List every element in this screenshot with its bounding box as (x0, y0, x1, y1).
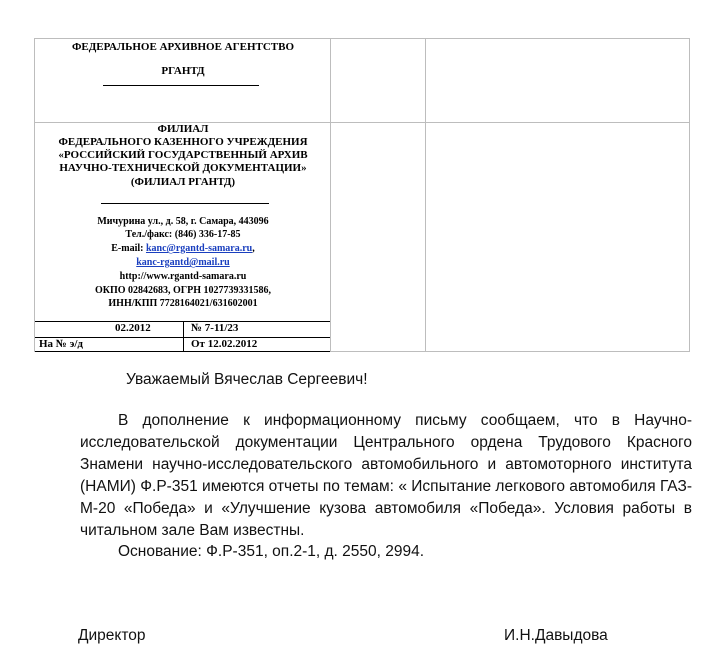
branch-line-3: «РОССИЙСКИЙ ГОСУДАРСТВЕННЫЙ АРХИВ (58, 149, 308, 161)
main-paragraph: В дополнение к информационному письму сообщаем, что в Научно- исследовательской документации Центрального ордена Трудового Красного Знамени научно-исследовательского автомобильного и автомоторного института (НАМИ) Ф.Р-351 имеются отчеты по темам: « Испытание легкового автомобиля ГАЗ-М-20 «Победа» и «Улучшение кузова автомобиля «Победа». Условия работы в читальном зале Вам известны. (80, 412, 692, 539)
email-link-1[interactable]: kanc@rgantd-samara.ru (145, 243, 253, 254)
agency-name: ФЕДЕРАЛЬНОЕ АРХИВНОЕ АГЕНТСТВО (71, 41, 295, 53)
address: Мичурина ул., д. 58, г. Самара, 443096 (97, 216, 269, 227)
website: http://www.rgantd-samara.ru (119, 271, 247, 282)
branch-line-4: НАУЧНО-ТЕХНИЧЕСКОЙ ДОКУМЕНТАЦИИ» (59, 162, 307, 174)
email-label: E-mail: (111, 243, 146, 254)
email-separator: , (252, 243, 255, 254)
okpo-ogrn: ОКПО 02842683, ОГРН 1027739331586, (94, 285, 272, 296)
letter-number: № 7-11/23 (191, 322, 239, 334)
email-line-1 (35, 243, 331, 255)
agency-underline (103, 85, 259, 86)
inn-kpp: ИНН/КПП 7728164021/631602001 (108, 298, 258, 309)
letter-date: 02.2012 (115, 322, 151, 334)
agency-abbr: РГАНТД (161, 65, 205, 77)
phone: Тел./факс: (846) 336-17-85 (125, 229, 241, 240)
column-divider (425, 39, 426, 351)
ref-row-bottom (35, 351, 330, 352)
email-line-2 (35, 257, 331, 269)
reference-date: От 12.02.2012 (191, 338, 258, 350)
email-link-2[interactable]: kanc-rgantd@mail.ru (136, 257, 230, 268)
branch-line-1: ФИЛИАЛ (157, 123, 209, 135)
date-col-divider (183, 321, 184, 351)
branch-line-5: (ФИЛИАЛ РГАНТД) (130, 176, 236, 188)
letterhead-table (34, 38, 690, 352)
greeting: Уважаемый Вячеслав Сергеевич! (126, 371, 368, 388)
basis-line: Основание: Ф.Р-351, оп.2-1, д. 2550, 2994. (118, 543, 425, 560)
signer-name: И.Н.Давыдова (504, 627, 608, 644)
reference-label: На № э/д (39, 338, 83, 350)
signer-title: Директор (78, 627, 146, 644)
branch-underline (101, 203, 269, 204)
branch-line-2: ФЕДЕРАЛЬНОГО КАЗЕННОГО УЧРЕЖДЕНИЯ (58, 136, 308, 148)
